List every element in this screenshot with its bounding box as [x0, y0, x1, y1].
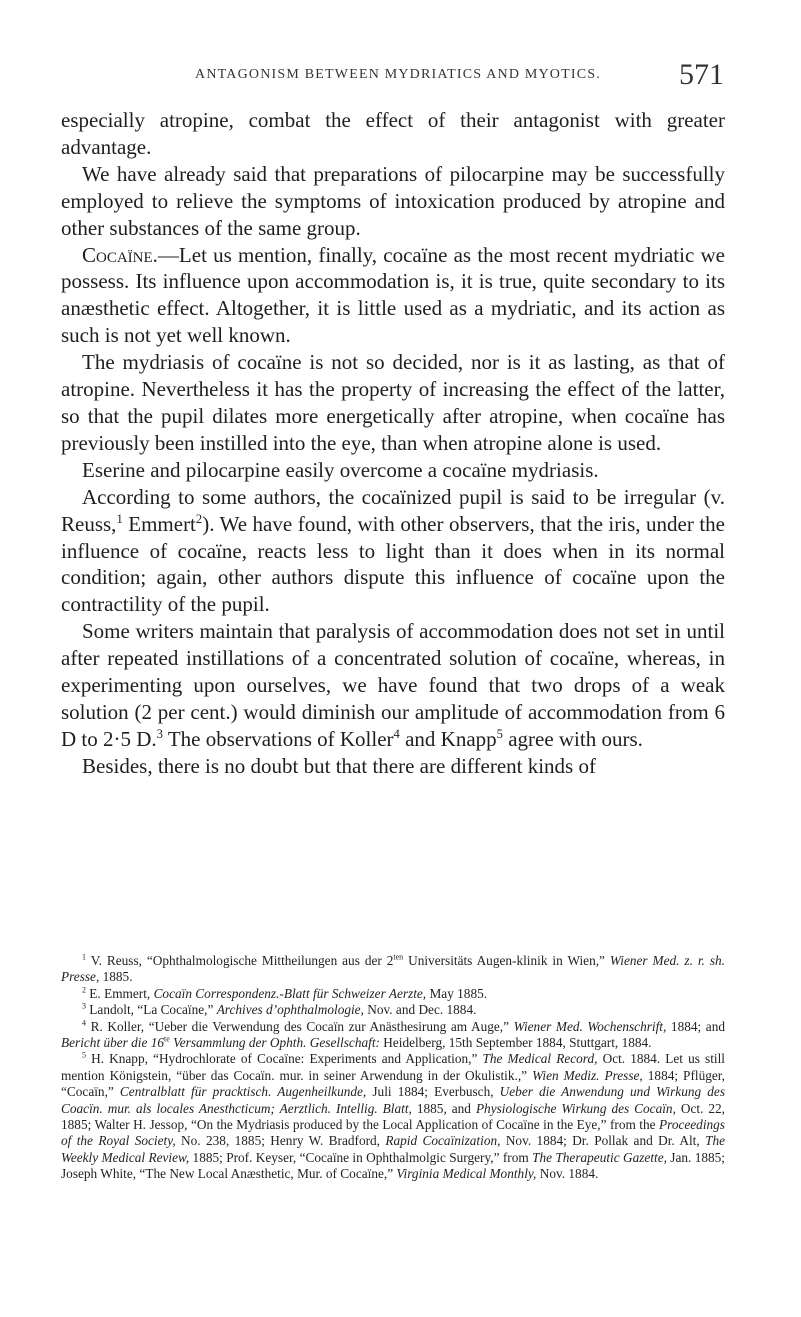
- footnote-3: [61, 1002, 725, 1018]
- paragraph-eserine: Eserine and pilocarpine easily overcome a cocaïne mydriasis.: [82, 457, 599, 482]
- footnote-text: 1885, and: [411, 1100, 476, 1116]
- footnotes: [61, 953, 725, 1183]
- paragraph-text: The observations of Koller: [162, 726, 394, 751]
- running-head: [72, 60, 724, 92]
- page-number: 571: [679, 58, 724, 91]
- journal-title: Versammlung der Ophth. Gesellschaft:: [169, 1035, 380, 1051]
- footnote-text: R. Koller, “Ueber die Verwendung des Cocaïn zur Anästhesirung am Auge,”: [85, 1018, 514, 1034]
- journal-title: Rapid Cocaïnization,: [385, 1133, 501, 1149]
- footnote-ref: 1: [116, 511, 123, 526]
- paragraph-text: According to some authors, the cocaïnized pupil is said to be irregular (v. Reuss,: [61, 484, 725, 536]
- footnote-mark: 5: [82, 1051, 86, 1061]
- journal-title: Wien Mediz. Presse,: [532, 1067, 643, 1083]
- paragraph-text: Emmert: [122, 511, 196, 536]
- footnote-text: 1885; Prof. Keyser, “Cocaïne in Ophthalmolgic Surgery,” from: [189, 1149, 533, 1165]
- footnote-1: [61, 953, 725, 986]
- paragraph-text: ). We have found, with other observers, that the iris, under the influence of cocaïne, reacts less to light than it does when in its normal condition; again, other authors dispute this influence of cocaïne upon the contractility of the pupil.: [61, 511, 725, 617]
- footnote-mark: 3: [82, 1001, 86, 1011]
- footnote-5: [61, 1051, 725, 1182]
- running-title: ANTAGONISM BETWEEN MYDRIATICS AND MYOTICS.: [195, 67, 601, 82]
- paragraph-text: agree with ours.: [502, 726, 643, 751]
- paragraph-mydriasis: The mydriasis of cocaïne is not so decided, nor is it as lasting, as that of atropine. Nevertheless it has the property of increasing the effect of the latter, so that the pupil dilates more energetically after atropine, when cocaïne has previously been instilled into the eye, than when atropine alone is used.: [61, 350, 725, 455]
- journal-title: The Therapeutic Gazette,: [532, 1149, 667, 1165]
- footnote-text: Oct. 1884. Let us still mention Königstein, “über das Cocaïn. mur. in seiner Arwendung in der Okulistik.,”: [61, 1051, 726, 1083]
- journal-title: Archives d’ophthalmologie,: [216, 1002, 364, 1018]
- paragraph-continuation: especially atropine, combat the effect of their antagonist with greater advantage.: [61, 108, 725, 159]
- body-text: [61, 107, 725, 780]
- journal-title: Ueber die Anwendung und Wirkung des Coacïn. mur. als locales Anesthcticum; Aerztlich. Intellig. Blatt,: [61, 1084, 725, 1116]
- paragraph-pilocarpine: We have already said that preparations of pilocarpine may be successfully employed to relieve the symptoms of intoxication produced by atropine and other substances of the same group.: [61, 161, 725, 240]
- footnote-text: 1884; Pflüger, “Cocaïn,”: [61, 1067, 725, 1100]
- paragraph-accommodation: [61, 618, 725, 753]
- footnote-ref: 5: [496, 726, 503, 741]
- journal-title: Physiologische Wirkung des Cocaïn,: [475, 1100, 676, 1116]
- footnote-text: 1884; and: [666, 1018, 725, 1034]
- footnote-text: No. 238, 1885; Henry W. Bradford,: [175, 1133, 386, 1149]
- journal-title: The Medical Record,: [482, 1051, 598, 1067]
- footnote-text: Heidelberg, 15th September 1884, Stuttgart, 1884.: [379, 1035, 652, 1051]
- footnote-text: Landolt, “La Cocaïne,”: [85, 1002, 217, 1018]
- footnote-ref: 3: [156, 726, 163, 741]
- superscript: ten: [393, 952, 404, 962]
- superscript: te: [164, 1034, 170, 1044]
- paragraph-besides: Besides, there is no doubt but that there are different kinds of: [82, 753, 596, 778]
- footnote-text: Universitäts Augen-klinik in Wien,”: [403, 953, 610, 968]
- footnote-text: 1885.: [99, 969, 133, 985]
- footnote-text: Juli 1884; Everbusch,: [366, 1084, 500, 1100]
- footnote-text: Nov. 1884; Dr. Pollak and Dr. Alt,: [500, 1133, 706, 1149]
- footnote-ref: 2: [195, 511, 203, 526]
- journal-title: Wiener Med. Wochenschrift,: [513, 1018, 667, 1034]
- footnote-text: V. Reuss, “Ophthalmologische Mittheilungen aus der 2: [85, 953, 394, 968]
- footnote-text: H. Knapp, “Hydrochlorate of Cocaïne: Experiments and Application,”: [85, 1051, 483, 1067]
- footnote-text: Oct. 22, 1885; Walter H. Jessop, “On the Mydriasis produced by the Local Application of Cocaïne in the Eye,” from the: [61, 1100, 726, 1133]
- paragraph-text: Some writers maintain that paralysis of accommodation does not set in until after repeated instillations of a concentrated solution of cocaïne, whereas, in experimenting upon ourselves, we have found that two drops of a weak solution (2 per cent.) would diminish our amplitude of accommodation from 6 D to 2·5 D.: [61, 619, 725, 751]
- footnote-mark: 2: [82, 985, 86, 995]
- paragraph-text: —Let us mention, finally, cocaïne as the most recent mydriatic we possess. Its influence upon accommodation is, it is true, quite secondary to its anæsthetic effect. Altogether, it is little used as a mydriatic, and its action as such is not yet well known.: [61, 242, 725, 348]
- footnote-text: Nov. and Dec. 1884.: [363, 1002, 477, 1018]
- paragraph-text: and Knapp: [399, 726, 497, 751]
- footnote-2: [61, 986, 725, 1002]
- footnote-mark: 1: [82, 952, 86, 962]
- paragraph-irregular-pupil: [61, 484, 725, 619]
- footnote-4: [61, 1019, 725, 1052]
- paragraph-cocaine-intro: [61, 242, 725, 350]
- footnote-text: Jan. 1885; Joseph White, “The New Local Anæsthetic, Mur. of Cocaïne,”: [61, 1149, 725, 1182]
- journal-title: Centralblatt für pracktisch. Augenheilkunde,: [119, 1084, 367, 1100]
- journal-title: Virginia Medical Monthly,: [396, 1166, 537, 1182]
- footnote-mark: 4: [82, 1018, 86, 1028]
- footnote-text: Nov. 1884.: [536, 1166, 599, 1182]
- footnote-text: E. Emmert,: [85, 985, 154, 1001]
- journal-title: Bericht über die 16: [61, 1035, 165, 1051]
- journal-title: The Weekly Medical Review,: [61, 1133, 726, 1165]
- footnote-text: May 1885.: [426, 985, 488, 1001]
- journal-title: Wiener Med. z. r. sh. Presse,: [61, 953, 725, 985]
- journal-title: Cocaïn Correspondenz.-Blatt für Schweizer Aerzte,: [153, 985, 427, 1001]
- footnote-ref: 4: [393, 726, 400, 741]
- section-heading-cocaine: Cocaïne.: [82, 242, 158, 267]
- journal-title: Proceedings of the Royal Society,: [61, 1117, 725, 1149]
